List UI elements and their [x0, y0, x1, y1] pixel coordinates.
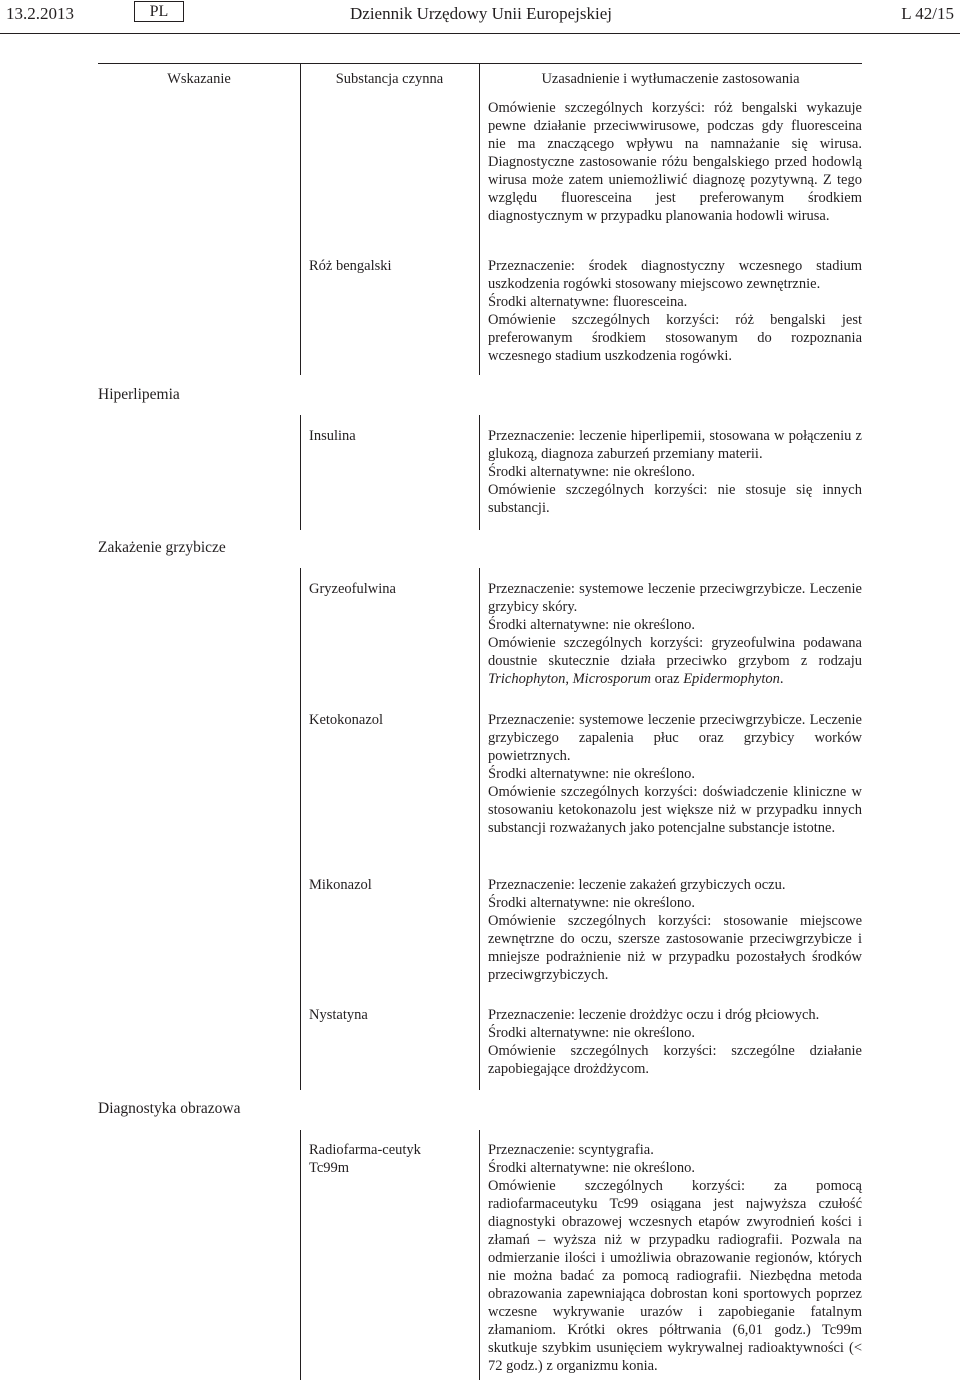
column-divider-1 — [300, 63, 301, 375]
benefits-text — [488, 634, 862, 688]
benefits-text: Omówienie szczególnych korzyści: stosowanie miejscowe zewnętrzne do oczu, szersze zastosowanie przeciwgrzybicze i mniejsze podrażnienie niż w przypadku pozostałych środków przeciwgrzybiczych. — [488, 913, 862, 983]
purpose-text: Przeznaczenie: leczenie zakażeń grzybiczych oczu. — [488, 877, 786, 893]
benefits-text: Omówienie szczególnych korzyści: doświadczenie kliniczne w stosowaniu ketokonazolu jest większe niż w przypadku innych substancji rozważanych jako potencjalne substancje istotne. — [488, 784, 862, 836]
column-header-active-substance: Substancja czynna — [335, 71, 444, 87]
justification-ketoconazole — [488, 711, 862, 837]
alternatives-text: Środki alternatywne: nie określono. — [488, 1025, 695, 1041]
benefits-text: Omówienie szczególnych korzyści: szczególne działanie zapobiegające drożdżycom. — [488, 1043, 862, 1077]
separator: , — [565, 671, 573, 687]
purpose-text: Przeznaczenie: systemowe leczenie przeciwgrzybicze. Leczenie grzybicy skóry. — [488, 581, 862, 615]
substance-miconazole: Mikonazol — [309, 877, 372, 893]
justification-nystatin — [488, 1006, 862, 1078]
column-header-justification: Uzasadnienie i wytłumaczenie zastosowania — [541, 71, 800, 87]
benefits-lead: Omówienie szczególnych korzyści: gryzeofulwina podawana doustnie skutecznie działa przeciwko grzybom z rodzaju — [488, 635, 862, 669]
alternatives-text: Środki alternatywne: nie określono. — [488, 1160, 695, 1176]
purpose-text: Przeznaczenie: środek diagnostyczny wczesnego stadium uszkodzenia rogówki stosowany miejscowo zewnętrznie. — [488, 258, 862, 292]
publication-date: 13.2.2013 — [6, 4, 74, 23]
justification-miconazole — [488, 876, 862, 984]
continued-justification: Omówienie szczególnych korzyści: róż bengalski wykazuje pewne działanie przeciwwirusowe, podczas gdy fluoresceina nie ma znaczącego wpływu na namnażanie się wirusa. Diagnostyczne zastosowanie różu bengalskiego przed hodowlą wirusa może zatem uniemożliwić diagnozę pozytywną. Z tego względu fluoresceina jest preferowanym środkiem diagnostycznym w przypadku planowania hodowli wirusa. — [488, 100, 862, 224]
section-title-hyperlipemia: Hiperlipemia — [98, 386, 180, 403]
alternatives-text: Środki alternatywne: nie określono. — [488, 895, 695, 911]
substance-ketoconazole: Ketokonazol — [309, 712, 384, 728]
column-divider-1 — [300, 1130, 301, 1380]
header-divider — [0, 33, 960, 34]
substance-griseofulvin: Gryzeofulwina — [309, 581, 396, 597]
genus-name: Microsporum — [572, 671, 651, 687]
language-badge: PL — [134, 1, 184, 22]
substance-radiopharmaceutical-tc99m — [309, 1141, 474, 1177]
benefits-text: Omówienie szczególnych korzyści: nie stosuje się innych substancji. — [488, 482, 862, 516]
justification-rose-bengal — [488, 257, 862, 365]
sentence-end: . — [779, 671, 784, 687]
column-header-indication: Wskazanie — [167, 71, 231, 87]
purpose-text: Przeznaczenie: leczenie hiperlipemii, stosowana w połączeniu z glukozą, diagnoza zaburzeń przemiany materii. — [488, 428, 862, 462]
benefits-text: Omówienie szczególnych korzyści: róż bengalski jest preferowanym środkiem stosowanym do rozpoznania wczesnego stadium uszkodzenia rogówki. — [488, 312, 862, 364]
substance-insulin: Insulina — [309, 428, 356, 444]
column-divider-2 — [479, 63, 480, 375]
page-reference: L 42/15 — [901, 4, 954, 23]
purpose-text: Przeznaczenie: scyntygrafia. — [488, 1142, 654, 1158]
column-divider-2 — [479, 415, 480, 530]
purpose-text: Przeznaczenie: leczenie drożdżyc oczu i dróg płciowych. — [488, 1007, 820, 1023]
alternatives-text: Środki alternatywne: nie określono. — [488, 766, 695, 782]
table-top-rule — [98, 63, 862, 64]
substance-nystatin: Nystatyna — [309, 1007, 368, 1023]
column-divider-2 — [479, 1130, 480, 1380]
genus-name: Trichophyton — [488, 671, 566, 687]
separator: oraz — [651, 671, 684, 687]
column-divider-1 — [300, 568, 301, 1090]
journal-title: Dziennik Urzędowy Unii Europejskiej — [350, 4, 613, 23]
substance-rose-bengal: Róż bengalski — [309, 258, 392, 274]
column-divider-1 — [300, 415, 301, 530]
justification-griseofulvin — [488, 580, 862, 688]
column-divider-2 — [479, 568, 480, 1090]
section-title-diagnostic-imaging: Diagnostyka obrazowa — [98, 1100, 241, 1117]
genus-name: Epidermophyton — [683, 671, 780, 687]
section-title-fungal-infection: Zakażenie grzybicze — [98, 539, 226, 556]
justification-radiopharmaceutical-tc99m — [488, 1141, 862, 1375]
substance-line: Tc99m — [309, 1160, 350, 1176]
substance-line: Radiofarma-ceutyk — [309, 1142, 421, 1158]
justification-insulin — [488, 427, 862, 517]
benefits-text: Omówienie szczególnych korzyści: za pomocą radiofarmaceutyku Tc99 osiągana jest najwyższa czułość diagnostyki obrazowej wczesnych etapów zwyrodnień kości i złamań – wyższa niż w przypadku radiografii. Pozwala na odmierzanie ilości i umożliwia obrazowanie regionów, których nie można badać za pomocą radiografii. Niezbędna metoda obrazowania zapewniająca dobrostan koni sportowych poprzez wczesne wykrywanie urazów i zapobieganie fatalnym złamaniom. Krótki okres półtrwania (6,01 godz.) Tc99m skutkuje szybkim usunięciem wykrywalnej radioaktywności (< 72 godz.) z organizmu konia. — [488, 1178, 862, 1374]
alternatives-text: Środki alternatywne: nie określono. — [488, 617, 695, 633]
purpose-text: Przeznaczenie: systemowe leczenie przeciwgrzybicze. Leczenie grzybiczego zapalenia płuc oraz grzybicy worków powietrznych. — [488, 712, 862, 764]
alternatives-text: Środki alternatywne: fluoresceina. — [488, 294, 688, 310]
alternatives-text: Środki alternatywne: nie określono. — [488, 464, 695, 480]
